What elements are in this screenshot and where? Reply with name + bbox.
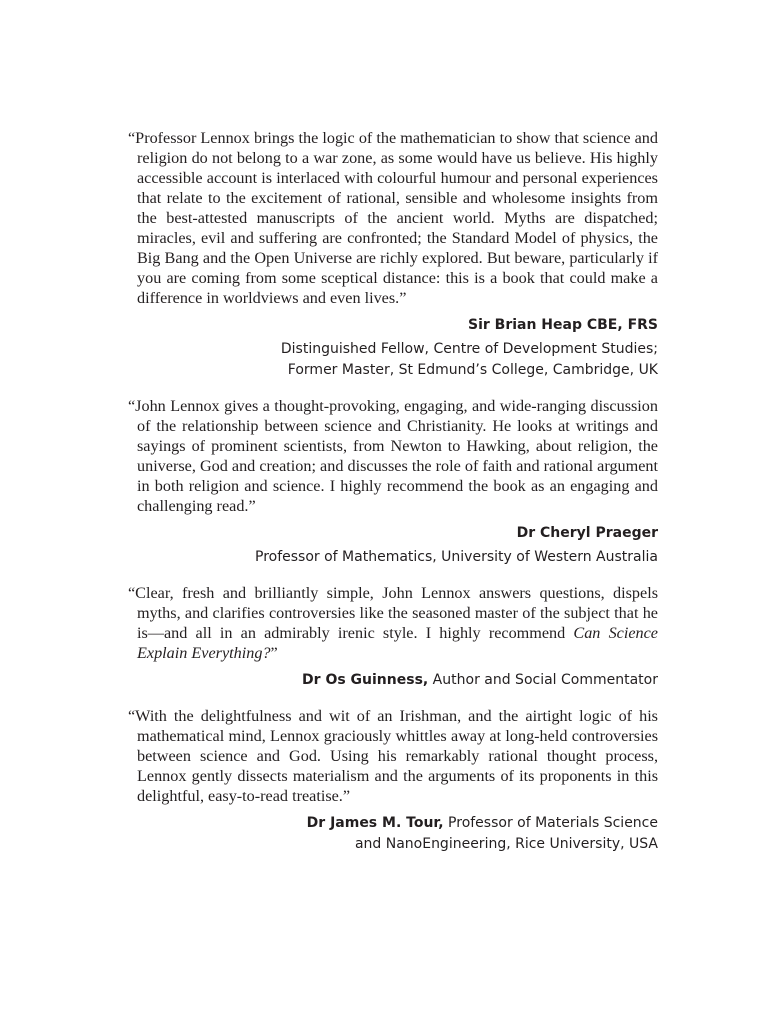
endorser-affiliation: Former Master, St Edmund’s College, Cambridge, UK — [287, 362, 658, 378]
book-title: Can Science Explain Everything? — [137, 624, 658, 662]
endorser-line — [128, 670, 658, 691]
endorser-name-text: Dr Cheryl Praeger — [516, 525, 658, 541]
endorsement-quote: “John Lennox gives a thought-provoking, engaging, and wide-ranging discussion of the relationship between science and Christianity. He looks at writings and sayings of prominent scientists, from Newton to Hawking, about religion, the universe, God and creation; and discusses the role of faith and rational argument in both religion and science. I highly recommend the book as an engaging and challenging read.” — [128, 397, 658, 515]
endorsement-quote: “Professor Lennox brings the logic of the mathematician to show that science and religion do not belong to a war zone, as some would have us believe. His highly accessible account is interlaced with colourful humour and personal experiences that relate to the excitement of rational, sensible and wholesome insights from the best-attested manuscripts of the ancient world. Myths are dispatched; miracles, evil and suffering are confronted; the Standard Model of physics, the Big Bang and the Open Universe are richly explored. But beware, particularly if you are coming from some sceptical distance: this is a book that could make a difference in worldviews and even lives.” — [128, 129, 658, 307]
endorser-affiliation: Professor of Materials Science — [443, 815, 658, 831]
endorsement-1 — [128, 128, 658, 381]
endorser-affiliation: Author and Social Commentator — [428, 672, 658, 688]
endorser-line — [128, 813, 658, 834]
endorsements-page — [128, 128, 658, 855]
endorser-affiliation: and NanoEngineering, Rice University, USA — [354, 836, 658, 852]
endorser-name — [128, 315, 658, 336]
endorser-name-text: Dr James M. Tour, — [306, 815, 444, 831]
endorser-name — [128, 523, 658, 544]
endorsement-3 — [128, 583, 658, 691]
endorsement-quote: “With the delightfulness and wit of an Irishman, and the airtight logic of his mathematical mind, Lennox graciously whittles away at long-held controversies between science and God. Using his remarkably rational thought process, Lennox gently dissects materialism and the arguments of its proponents in this delightful, easy-to-read treatise.” — [128, 707, 658, 805]
endorser-affiliation: Professor of Mathematics, University of Western Australia — [255, 549, 658, 565]
endorsement-quote: “Clear, fresh and brilliantly simple, John Lennox answers questions, dispels myths, and clarifies controversies like the seasoned master of the subject that he is—and all in an admirably irenic style. I highly recommend Can Science Explain Everything?” — [128, 584, 658, 662]
endorsement-4 — [128, 706, 658, 855]
endorsement-2 — [128, 396, 658, 568]
endorser-name-text: Sir Brian Heap CBE, FRS — [467, 317, 658, 333]
endorser-name-text: Dr Os Guinness, — [302, 672, 429, 688]
endorser-affiliation: Distinguished Fellow, Centre of Development Studies; — [280, 341, 658, 357]
